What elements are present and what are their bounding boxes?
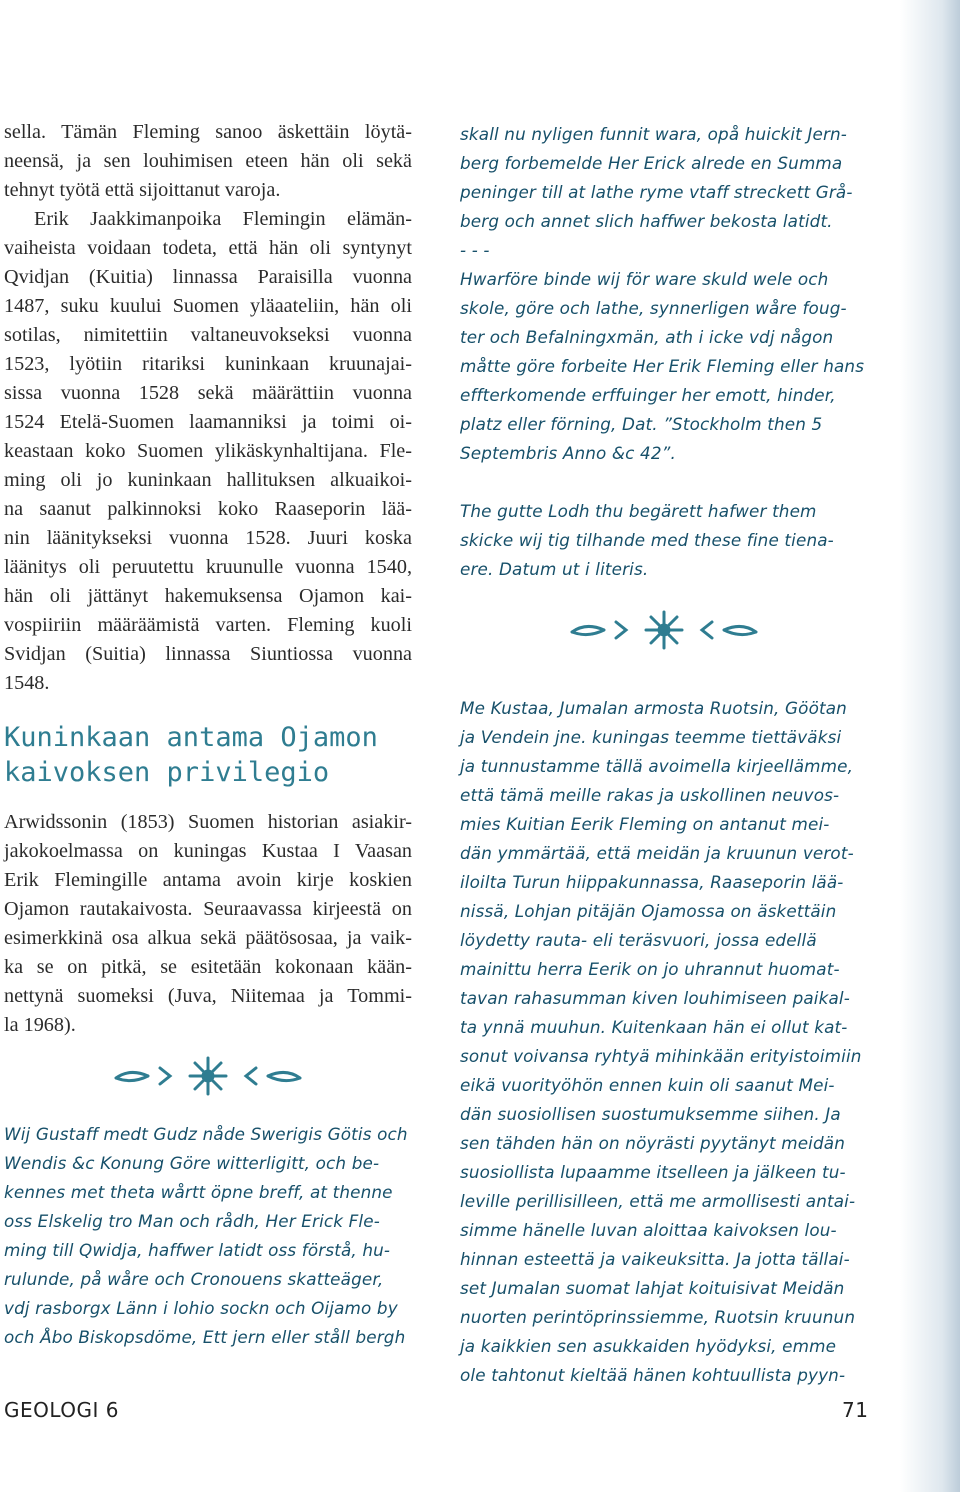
translation-line: set Jumalan suomat lahjat koituisivat Meidän xyxy=(460,1278,845,1298)
text-line: la 1968). xyxy=(4,1014,76,1036)
body-paragraph-1 xyxy=(4,118,412,205)
translation-line: Me Kustaa, Jumalan armosta Ruotsin, Göötan xyxy=(460,698,847,718)
translation-line: hinnan esteettä ja vaikeuksitta. Ja jotta tällai- xyxy=(460,1249,850,1269)
translation-line: ja kaikkien sen asukkaiden hyödyksi, emme xyxy=(460,1336,837,1356)
quote-line: skicke wij tig tilhande med these fine tiena- xyxy=(460,530,834,550)
finnish-translation xyxy=(460,694,872,1390)
text-line: jakokoelmassa on kuningas Kustaa I Vaasan xyxy=(4,840,412,862)
text-line: nin läänitykseksi vuonna 1528. Juuri koska xyxy=(4,527,412,549)
text-line: vaiheista voidaan todeta, että hän oli syntynyt xyxy=(4,237,412,259)
text-line: Erik Jaakkimanpoika Flemingin elämän- xyxy=(34,208,412,230)
translation-line: nuorten perintöprinssiemme, Ruotsin kruunun xyxy=(460,1307,856,1327)
translation-line: mies Kuitian Eerik Fleming on antanut mei- xyxy=(460,814,830,834)
left-column xyxy=(4,118,412,1352)
footer-page-number: 71 xyxy=(842,1398,869,1422)
translation-line: ja tunnustamme tällä avoimella kirjeellämme, xyxy=(460,756,854,776)
quote-line: Septembris Anno &c 42”. xyxy=(460,443,677,463)
text-line: nettynä suomeksi (Juva, Niitemaa ja Tommi- xyxy=(4,985,412,1007)
text-line: läänitys oli peruutettu kruunulle vuonna 1540, xyxy=(4,556,412,578)
quote-line: och Åbo Biskopsdöme, Ett jern eller ståll bergh xyxy=(4,1327,406,1347)
translation-line: suosiollista lupaamme itselleen ja jälkeen tu- xyxy=(460,1162,846,1182)
text-line: tehnyt työtä että sijoittanut varoja. xyxy=(4,179,281,201)
quote-line: skall nu nyligen funnit wara, opå huickit Jern- xyxy=(460,124,848,144)
quote-line: vdj rasborgx Länn i lohio sockn och Oijamo by xyxy=(4,1298,398,1318)
ornament-snowflake-divider-icon xyxy=(564,608,764,652)
translation-line: ta ynnä muuhun. Kuitenkaan hän ei ollut kat- xyxy=(460,1017,848,1037)
translation-line: dän ymmärtää, että meidän ja kruunun verot- xyxy=(460,843,854,863)
text-line: hän oli jättänyt hakemuksensa Ojamon kai- xyxy=(4,585,412,607)
quote-line: ming till Qwidja, haffwer latidt oss förstå, hu- xyxy=(4,1240,391,1260)
text-line: na saanut palkinnoksi koko Raaseporin lää- xyxy=(4,498,412,520)
footer-journal-name: GEOLOGI 6 xyxy=(4,1398,120,1422)
quote-line: berg forbemelde Her Erick alrede en Summa xyxy=(460,153,843,173)
quote-line: Wij Gustaff medt Gudz nåde Swerigis Götis och xyxy=(4,1124,408,1144)
text-line: sella. Tämän Fleming sanoo äskettäin löytä- xyxy=(4,121,412,143)
heading-line: Kuninkaan antama Ojamon xyxy=(4,722,378,753)
section-heading xyxy=(4,720,412,790)
text-line: keastaan koko Suomen ylikäskynhaltijana. Fle- xyxy=(4,440,412,462)
translation-line: nissä, Lohjan pitäjän Ojamossa on äskettäin xyxy=(460,901,837,921)
quote-line: peninger till at lathe ryme vtaff streckett Grå- xyxy=(460,182,853,202)
text-line: ming oli jo kuninkaan hallituksen alkuaikoi- xyxy=(4,469,412,491)
text-line: sissa vuonna 1528 sekä määrättiin vuonna xyxy=(4,382,412,404)
heading-line: kaivoksen privilegio xyxy=(4,757,330,788)
quote-line: oss Elskelig tro Man och rådh, Her Erick Fle- xyxy=(4,1211,380,1231)
text-line: esimerkkinä osa alkua sekä päätösosaa, ja vaik- xyxy=(4,927,412,949)
translation-line: ja Vendein jne. kuningas teemme tiettäväksi xyxy=(460,727,842,747)
right-column xyxy=(460,120,872,1390)
quote-line: The gutte Lodh thu begärett hafwer them xyxy=(460,501,817,521)
quote-line: ere. Datum ut i literis. xyxy=(460,559,649,579)
quote-line: rulunde, på wåre och Cronouens skatteäger, xyxy=(4,1269,384,1289)
translation-line: että tämä meille rakas ja uskollinen neuvos- xyxy=(460,785,840,805)
translation-line: iloilta Turun hiippakunnassa, Raaseporin lää- xyxy=(460,872,844,892)
translation-line: mainittu herra Eerik on jo uhrannut huomat- xyxy=(460,959,840,979)
text-line: 1524 Etelä-Suomen laamanniksi ja toimi oi- xyxy=(4,411,412,433)
text-line: sotilas, nimitettiin valtaneuvokseksi vuonna xyxy=(4,324,412,346)
text-line: Erik Flemingille antama avoin kirje koskien xyxy=(4,869,412,891)
swedish-quote-1 xyxy=(4,1120,412,1352)
quote-line: skole, göre och lathe, synnerligen wåre foug- xyxy=(460,298,847,318)
translation-line: tavan rahasumman kiven louhimiseen paikal- xyxy=(460,988,850,1008)
swedish-quote-continued xyxy=(460,120,872,468)
text-line: 1548. xyxy=(4,672,50,694)
translation-line: dän suosiollisen suostumuksemme siihen. Ja xyxy=(460,1104,841,1124)
ornament-snowflake-divider-icon xyxy=(108,1054,308,1098)
text-line: Arwidssonin (1853) Suomen historian asiakir- xyxy=(4,811,412,833)
page-edge-shade xyxy=(900,0,960,1492)
quote-line: ter och Befalningxmän, ath i icke vdj någon xyxy=(460,327,834,347)
translation-line: ole tahtonut kieltää hänen kohtuullista pyyn- xyxy=(460,1365,846,1385)
swedish-quote-closing xyxy=(460,497,872,584)
text-line: Svidjan (Suitia) linnassa Siuntiossa vuonna xyxy=(4,643,412,665)
body-paragraph-3 xyxy=(4,808,412,1040)
text-line: 1487, suku kuului Suomen yläaateliin, hän oli xyxy=(4,295,412,317)
text-line: Qvidjan (Kuitia) linnassa Paraisilla vuonna xyxy=(4,266,412,288)
quote-line: Wendis &c Konung Göre witterligitt, och be- xyxy=(4,1153,380,1173)
translation-line: leville perillisilleen, että me armollisesti antai- xyxy=(460,1191,856,1211)
text-line: Ojamon rautakaivosta. Seuraavassa kirjeestä on xyxy=(4,898,412,920)
ellipsis-dashes: - - - xyxy=(460,240,490,260)
quote-line: Hwarföre binde wij för ware skuld wele och xyxy=(460,269,829,289)
text-line: neensä, ja sen louhimisen eteen hän oli sekä xyxy=(4,150,412,172)
text-line: ka se on pitkä, se esitetään kokonaan kään- xyxy=(4,956,412,978)
quote-line: kennes met theta wårtt öpne breff, at thenne xyxy=(4,1182,393,1202)
body-paragraph-2 xyxy=(4,205,412,698)
quote-line: måtte göre forbeite Her Erik Fleming eller hans xyxy=(460,356,865,376)
translation-line: sen tähden hän on nöyrästi pyytänyt meidän xyxy=(460,1133,846,1153)
quote-line: effterkomende erffuinger her emott, hinder, xyxy=(460,385,836,405)
translation-line: sonut voivansa ryhtyä mihinkään erityistoimiin xyxy=(460,1046,862,1066)
translation-line: simme hänelle luvan aloittaa kaivoksen lou- xyxy=(460,1220,837,1240)
text-line: 1523, lyötiin ritariksi kuninkaan kruunajai- xyxy=(4,353,412,375)
quote-line: berg och annet slich haffwer bekosta latidt. xyxy=(460,211,833,231)
text-line: vospiiriin määräämistä varten. Fleming kuoli xyxy=(4,614,412,636)
translation-line: löydetty rauta- eli teräsvuori, jossa edellä xyxy=(460,930,817,950)
quote-line: platz eller förning, Dat. ”Stockholm then 5 xyxy=(460,414,823,434)
translation-line: eikä vuorityöhön ennen kuin oli saanut Mei- xyxy=(460,1075,835,1095)
